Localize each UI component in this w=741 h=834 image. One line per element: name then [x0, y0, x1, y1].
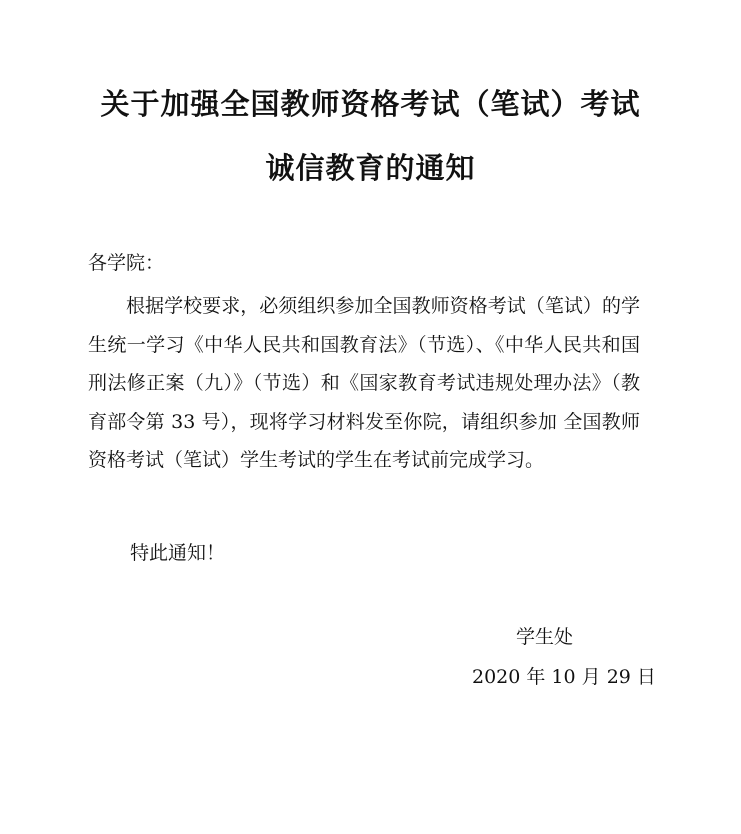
salutation: 各学院：: [88, 252, 165, 274]
body-paragraph: 根据学校要求，必须组织参加全国教师资格考试（笔试）的学生统一学习《中华人民共和国教育法》（节选）、《中华人民共和国刑法修正案（九）》（节选）和《国家教育考试违规处理办法》（教育部令第 33 号），现将学习材料发至你院，请组织参加 全国教师资格考试（笔试）学生考试的学生在考试前完成学习。: [88, 295, 640, 471]
issue-date: 2020 年 10 月 29 日: [472, 666, 656, 688]
document-title-line-2: 诚信教育的通知: [265, 151, 476, 185]
closing-line: 特此通知！: [130, 542, 226, 564]
document-title-line-1: 关于加强全国教师资格考试（笔试）考试: [100, 87, 641, 121]
issuer-signature: 学生处: [516, 626, 574, 648]
